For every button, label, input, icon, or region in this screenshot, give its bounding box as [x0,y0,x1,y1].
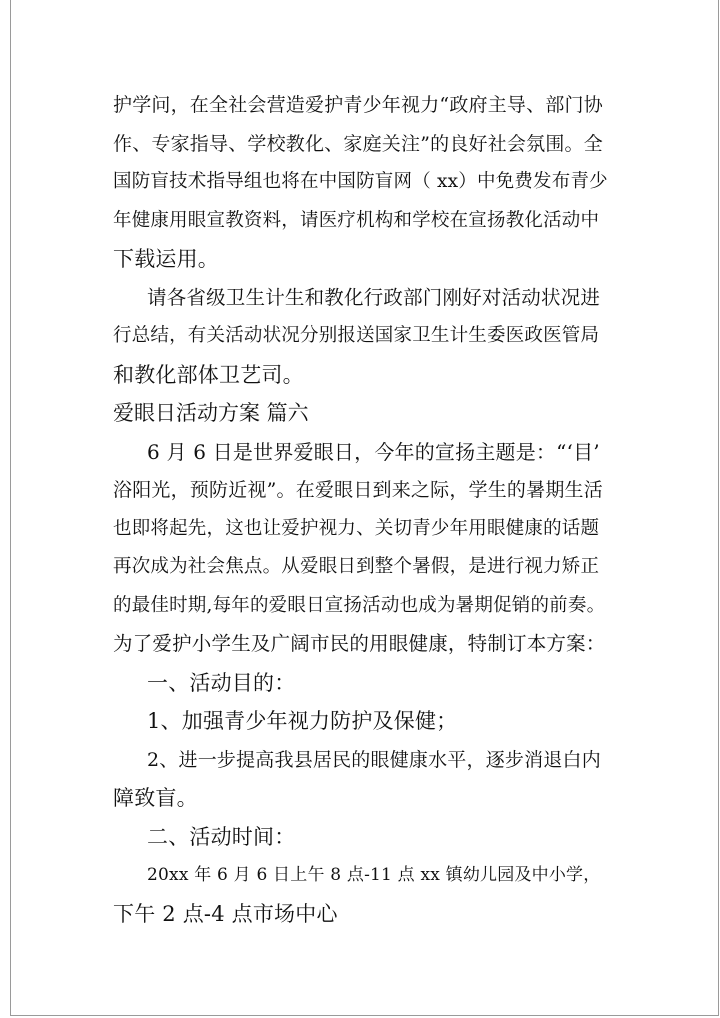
text-line: 再次成为社会焦点。从爱眼日到整个暑假，是进行视力矫正 [113,556,600,577]
text-line: 浴阳光，预防近视”。在爱眼日到来之际，学生的暑期生活 [113,479,603,501]
text-line: 下载运用。 [113,247,219,271]
text-line: 的最佳时期,每年的爱眼日宣扬活动也成为暑期促销的前奏。 [113,594,606,616]
text-line: 障致盲。 [113,786,198,810]
text-line: 下午 2 点-4 点市场中心 [113,901,338,926]
list-heading: 一、活动目的： [147,670,296,695]
text-line: 护学问，在全社会营造爱护青少年视力“政府主导、部门协 [113,94,603,116]
document-body [113,86,610,933]
list-item: 1、加强青少年视力防护及保健； [147,709,458,733]
text-line: 6 月 6 日是世界爱眼日，今年的宣扬主题是：“‘目’ [147,439,600,464]
text-line: 行总结，有关活动状况分别报送国家卫生计生委医政医管局 [113,325,600,346]
text-line: 20xx 年 6 月 6 日上午 8 点-11 点 xx 镇幼儿园及中小学， [147,865,601,885]
list-item: 2、进一步提高我县居民的眼健康水平，逐步消退白内 [147,748,601,771]
text-line: 也即将起先，这也让爱护视力、关切青少年用眼健康的话题 [113,517,600,539]
text-line: 国防盲技术指导组也将在中国防盲网（ xx）中免费发布青少 [113,171,608,192]
text-line: 作、专家指导、学校教化、家庭关注”的良好社会氛围。全 [113,132,603,155]
text-line: 年健康用眼宣教资料，请医疗机构和学校在宣扬教化活动中 [113,209,600,231]
list-heading: 二、活动时间： [147,824,296,849]
text-line: 和教化部体卫艺司。 [113,362,304,387]
text-line: 为了爱护小学生及广阔市民的用眼健康，特制订本方案： [113,632,606,655]
section-heading: 爱眼日活动方案 篇六 [113,401,309,425]
text-line: 请各省级卫生计生和教化行政部门刚好对活动状况进 [147,285,601,309]
